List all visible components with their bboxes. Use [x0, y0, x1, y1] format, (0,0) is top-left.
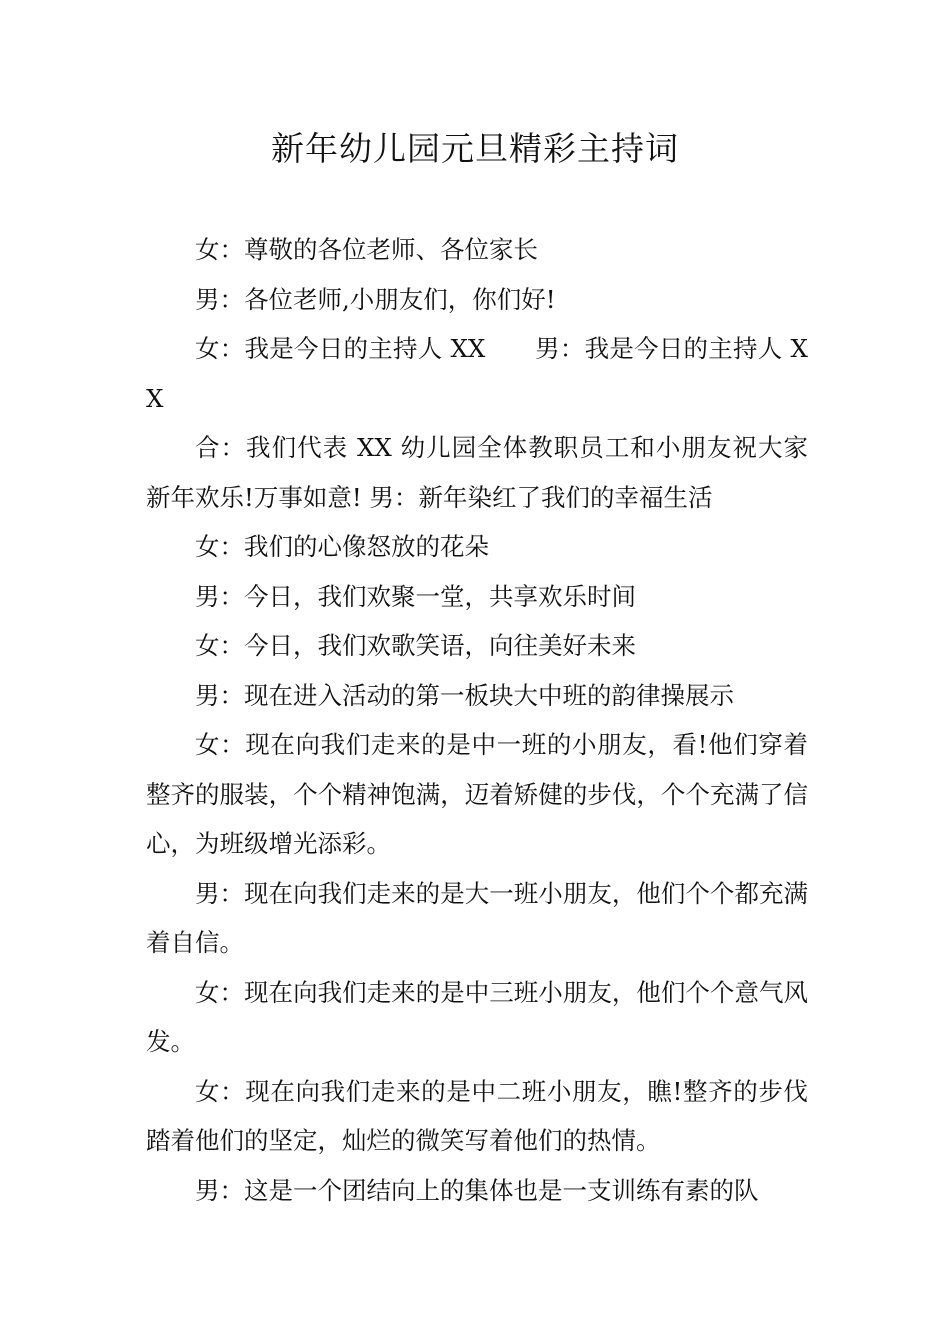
- document-title: 新年幼儿园元旦精彩主持词: [271, 129, 679, 168]
- paragraph-5: 女：我们的心像怒放的花朵: [195, 532, 489, 561]
- paragraph-12: 女：现在向我们走来的是中二班小朋友，瞧!整齐的步伐踏着他们的坚定，灿烂的微笑写着他们的热情。: [146, 1076, 808, 1155]
- paragraph-13: 男：这是一个团结向上的集体也是一支训练有素的队: [195, 1175, 759, 1205]
- paragraph-4: 合：我们代表 XX 幼儿园全体教职员工和小朋友祝大家新年欢乐!万事如意! 男：新年染红了我们的幸福生活: [146, 433, 808, 512]
- paragraph-11: 女：现在向我们走来的是中三班小朋友，他们个个意气风发。: [146, 977, 808, 1056]
- paragraph-6: 男：今日，我们欢聚一堂，共享欢乐时间: [195, 581, 636, 611]
- paragraph-2: 男：各位老师,小朋友们，你们好!: [195, 284, 556, 314]
- paragraph-3: 女：我是今日的主持人 XX 男：我是今日的主持人 XX: [146, 334, 808, 413]
- paragraph-9: 女：现在向我们走来的是中一班的小朋友，看!他们穿着整齐的服装，个个精神饱满，迈着矫健的步伐，个个充满了信心，为班级增光添彩。: [146, 730, 808, 858]
- paragraph-1: 女：尊敬的各位老师、各位家长: [195, 235, 538, 264]
- paragraph-10: 男：现在向我们走来的是大一班小朋友，他们个个都充满着自信。: [146, 878, 808, 957]
- paragraph-7: 女：今日，我们欢歌笑语，向往美好未来: [195, 631, 636, 660]
- document-body: [146, 225, 808, 1215]
- paragraph-8: 男：现在进入活动的第一板块大中班的韵律操展示: [195, 680, 734, 710]
